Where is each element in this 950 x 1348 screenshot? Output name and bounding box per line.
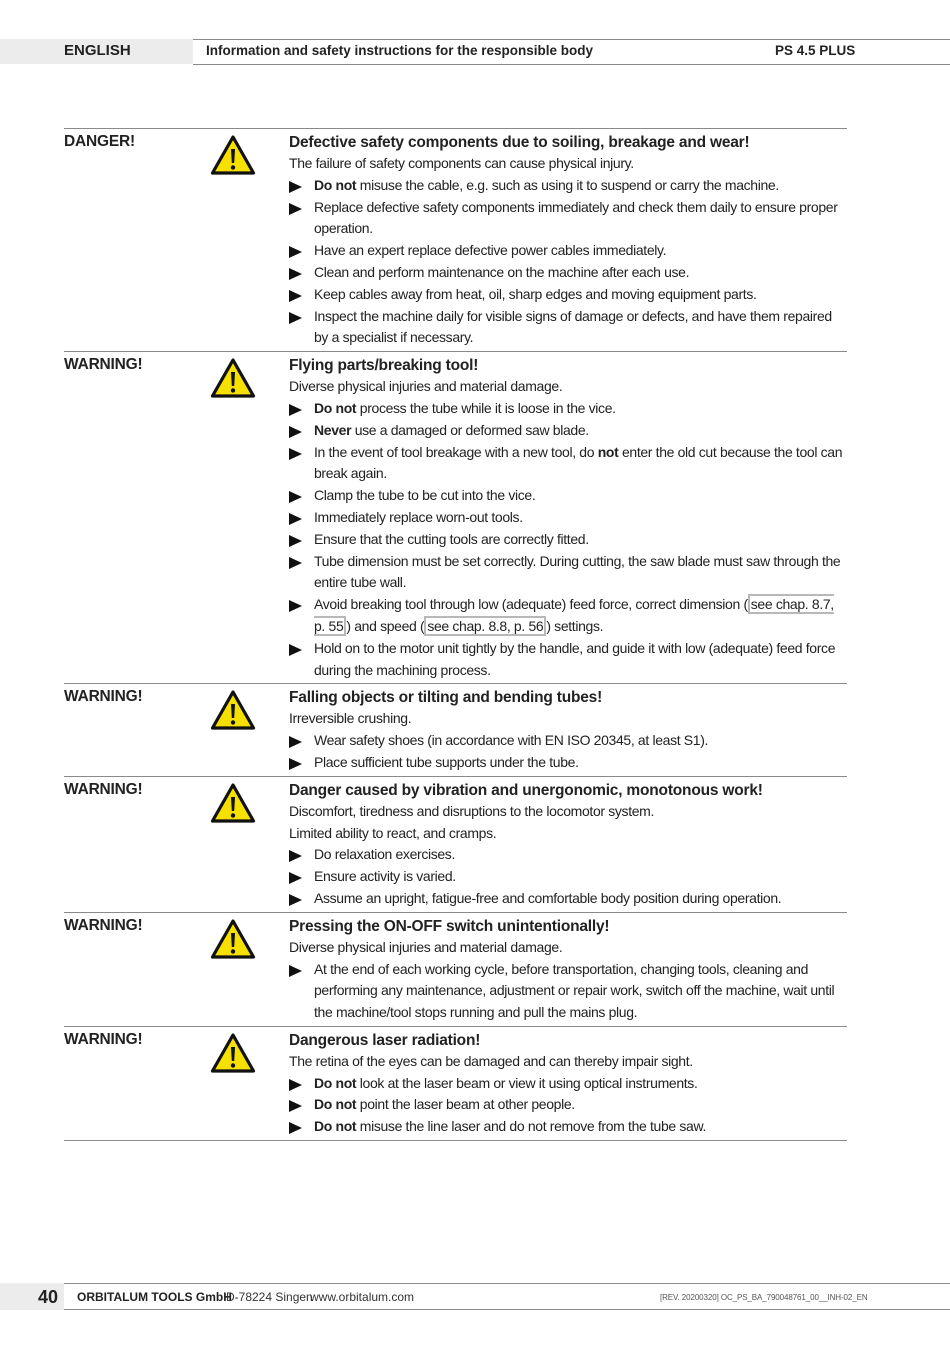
instruction-text: Inspect the machine daily for visible signs of damage or defects, and have them repaired by a specialist if necessary.	[314, 307, 832, 346]
warning-triangle-icon	[210, 782, 256, 824]
section-title: Information and safety instructions for the responsible body	[206, 43, 594, 58]
emphasis-text: Do not	[314, 1074, 357, 1091]
instruction-item	[289, 752, 847, 774]
bullet-arrow-icon	[289, 557, 302, 569]
safety-row	[64, 913, 847, 1027]
instruction-text: Avoid breaking tool through low (adequate) feed force, correct dimension (	[314, 596, 748, 613]
bullet-arrow-icon	[289, 203, 302, 215]
instruction-text: misuse the line laser and do not remove from the tube saw.	[356, 1118, 706, 1135]
instruction-item	[289, 262, 847, 284]
signal-word: WARNING!	[64, 916, 143, 934]
instruction-item	[289, 1116, 847, 1138]
chapter-reference-link[interactable]: see chap. 8.7, p. 55	[314, 596, 834, 634]
bullet-arrow-icon	[289, 404, 302, 416]
bullet-arrow-icon	[289, 600, 302, 612]
bullet-arrow-icon	[289, 1100, 302, 1112]
bullet-arrow-icon	[289, 736, 302, 748]
instruction-text: ) settings.	[546, 617, 604, 634]
emphasis-text: Do not	[314, 176, 357, 193]
hazard-title: Pressing the ON-OFF switch unintentionally!	[289, 917, 610, 935]
bullet-arrow-icon	[289, 758, 302, 770]
bullet-arrow-icon	[289, 1122, 302, 1134]
instruction-text: Ensure that the cutting tools are correctly fitted.	[314, 530, 589, 547]
instruction-text: Tube dimension must be set correctly. During cutting, the saw blade must saw through the entire tube wall.	[314, 552, 841, 591]
consequence-text: The failure of safety components can cause physical injury.	[289, 155, 634, 171]
hazard-title: Defective safety components due to soiling, breakage and wear!	[289, 134, 750, 151]
consequence-text: Irreversible crushing.	[289, 710, 412, 727]
instruction-item	[289, 529, 847, 551]
consequence-text: Limited ability to react, and cramps.	[289, 824, 497, 841]
bullet-arrow-icon	[289, 246, 302, 258]
instruction-item	[289, 485, 847, 507]
instruction-item	[289, 1094, 847, 1116]
footer-document-id: [REV. 20200320] OC_PS_BA_790048761_00__INH-02_EN	[660, 1293, 868, 1302]
signal-word: WARNING!	[64, 1030, 143, 1048]
safety-content	[289, 132, 847, 349]
instruction-item	[289, 507, 847, 529]
instruction-text: Wear safety shoes (in accordance with EN ISO 20345, at least S1).	[314, 732, 709, 749]
instruction-item	[289, 442, 847, 486]
instruction-item	[289, 306, 847, 350]
bullet-arrow-icon	[289, 268, 302, 280]
instruction-item	[289, 420, 847, 442]
instruction-text: Do relaxation exercises.	[314, 846, 455, 863]
emphasis-text: Never	[314, 421, 352, 438]
instruction-item	[289, 959, 847, 1024]
instruction-item	[289, 240, 847, 262]
instruction-item	[289, 551, 847, 595]
instruction-text: Ensure activity is varied.	[314, 868, 456, 885]
safety-content	[289, 1030, 847, 1138]
bullet-arrow-icon	[289, 448, 302, 460]
hazard-title: Flying parts/breaking tool!	[289, 357, 479, 375]
safety-content	[289, 687, 847, 773]
emphasis-text: not	[597, 443, 619, 460]
bullet-arrow-icon	[289, 644, 302, 656]
signal-word: WARNING!	[64, 688, 143, 706]
bullet-arrow-icon	[289, 491, 302, 503]
footer-bar	[64, 1283, 950, 1310]
instruction-text: At the end of each working cycle, before transportation, changing tools, cleaning and performing any maintenance, adjustment or repair work, switch off the machine, wait until the machine/tool stops running and pull the mains plug.	[314, 960, 835, 1021]
instruction-text: Have an expert replace defective power cables immediately.	[314, 242, 667, 259]
instruction-text: Keep cables away from heat, oil, sharp edges and moving equipment parts.	[314, 285, 757, 302]
signal-word: WARNING!	[64, 780, 143, 798]
bullet-arrow-icon	[289, 850, 302, 862]
instruction-item	[289, 1073, 847, 1095]
hazard-title: Dangerous laser radiation!	[289, 1031, 481, 1049]
safety-row	[64, 777, 847, 913]
consequence-text: Diverse physical injuries and material damage.	[289, 938, 563, 955]
footer-address: D-78224 Singen	[226, 1290, 313, 1304]
signal-word: DANGER!	[64, 133, 135, 150]
safety-instructions-table	[64, 128, 847, 1141]
instruction-item	[289, 284, 847, 306]
bullet-arrow-icon	[289, 290, 302, 302]
header-bar	[193, 39, 950, 65]
safety-content	[289, 780, 847, 910]
safety-row	[64, 352, 847, 684]
bullet-arrow-icon	[289, 181, 302, 193]
page-number: 40	[38, 1287, 59, 1307]
bullet-arrow-icon	[289, 535, 302, 547]
emphasis-text: Do not	[314, 1096, 357, 1113]
instruction-text: Immediately replace worn-out tools.	[314, 508, 523, 525]
warning-triangle-icon	[210, 918, 256, 960]
instruction-text: misuse the cable, e.g. such as using it to suspend or carry the machine.	[356, 176, 779, 193]
safety-row	[64, 129, 847, 352]
footer-company: ORBITALUM TOOLS GmbH	[77, 1290, 232, 1304]
instruction-text: point the laser beam at other people.	[356, 1096, 575, 1113]
emphasis-text: Do not	[314, 399, 357, 416]
instruction-text: Hold on to the motor unit tightly by the handle, and guide it with low (adequate) feed force during the machining process.	[314, 639, 836, 678]
instruction-item	[289, 888, 847, 910]
footer-website: www.orbitalum.com	[310, 1290, 415, 1304]
safety-content	[289, 916, 847, 1024]
bullet-arrow-icon	[289, 872, 302, 884]
warning-triangle-icon	[210, 357, 256, 399]
instruction-text: Clamp the tube to be cut into the vice.	[314, 487, 536, 504]
warning-triangle-icon	[210, 134, 256, 176]
model-name: PS 4.5 PLUS	[775, 43, 856, 58]
consequence-text: The retina of the eyes can be damaged and can thereby impair sight.	[289, 1052, 693, 1069]
bullet-arrow-icon	[289, 312, 302, 324]
instruction-text: process the tube while it is loose in the vice.	[356, 399, 616, 416]
safety-content	[289, 355, 847, 681]
language-tab	[0, 39, 193, 64]
instruction-text: ) and speed (	[346, 617, 425, 634]
chapter-reference-link[interactable]: see chap. 8.8, p. 56	[424, 616, 546, 636]
bullet-arrow-icon	[289, 1079, 302, 1091]
instruction-text: Replace defective safety components immediately and check them daily to ensure proper operation.	[314, 198, 838, 237]
language-label: ENGLISH	[64, 42, 131, 59]
bullet-arrow-icon	[289, 965, 302, 977]
emphasis-text: Do not	[314, 1118, 357, 1135]
instruction-text: Clean and perform maintenance on the machine after each use.	[314, 263, 690, 280]
instruction-item	[289, 730, 847, 752]
consequence-text: Diverse physical injuries and material damage.	[289, 378, 563, 395]
instruction-text: enter the old cut because the tool can break again.	[314, 443, 843, 482]
instruction-item	[289, 638, 847, 682]
hazard-title: Falling objects or tilting and bending tubes!	[289, 689, 603, 707]
bullet-arrow-icon	[289, 894, 302, 906]
consequence-text: Discomfort, tiredness and disruptions to the locomotor system.	[289, 802, 655, 819]
instruction-item	[289, 866, 847, 888]
hazard-title: Danger caused by vibration and unergonomic, monotonous work!	[289, 781, 763, 799]
warning-triangle-icon	[210, 689, 256, 731]
instruction-text: Assume an upright, fatigue-free and comfortable body position during operation.	[314, 889, 782, 906]
signal-word: WARNING!	[64, 356, 143, 374]
instruction-item	[289, 594, 847, 638]
instruction-item	[289, 844, 847, 866]
instruction-item	[289, 197, 847, 241]
bullet-arrow-icon	[289, 426, 302, 438]
instruction-text: Place sufficient tube supports under the tube.	[314, 753, 579, 770]
warning-triangle-icon	[210, 1032, 256, 1074]
safety-row	[64, 684, 847, 776]
instruction-text: look at the laser beam or view it using optical instruments.	[356, 1074, 698, 1091]
instruction-item	[289, 398, 847, 420]
safety-row	[64, 1027, 847, 1141]
instruction-text: use a damaged or deformed saw blade.	[351, 421, 589, 438]
instruction-item	[289, 175, 847, 197]
instruction-text: In the event of tool breakage with a new tool, do	[314, 443, 598, 460]
bullet-arrow-icon	[289, 513, 302, 525]
